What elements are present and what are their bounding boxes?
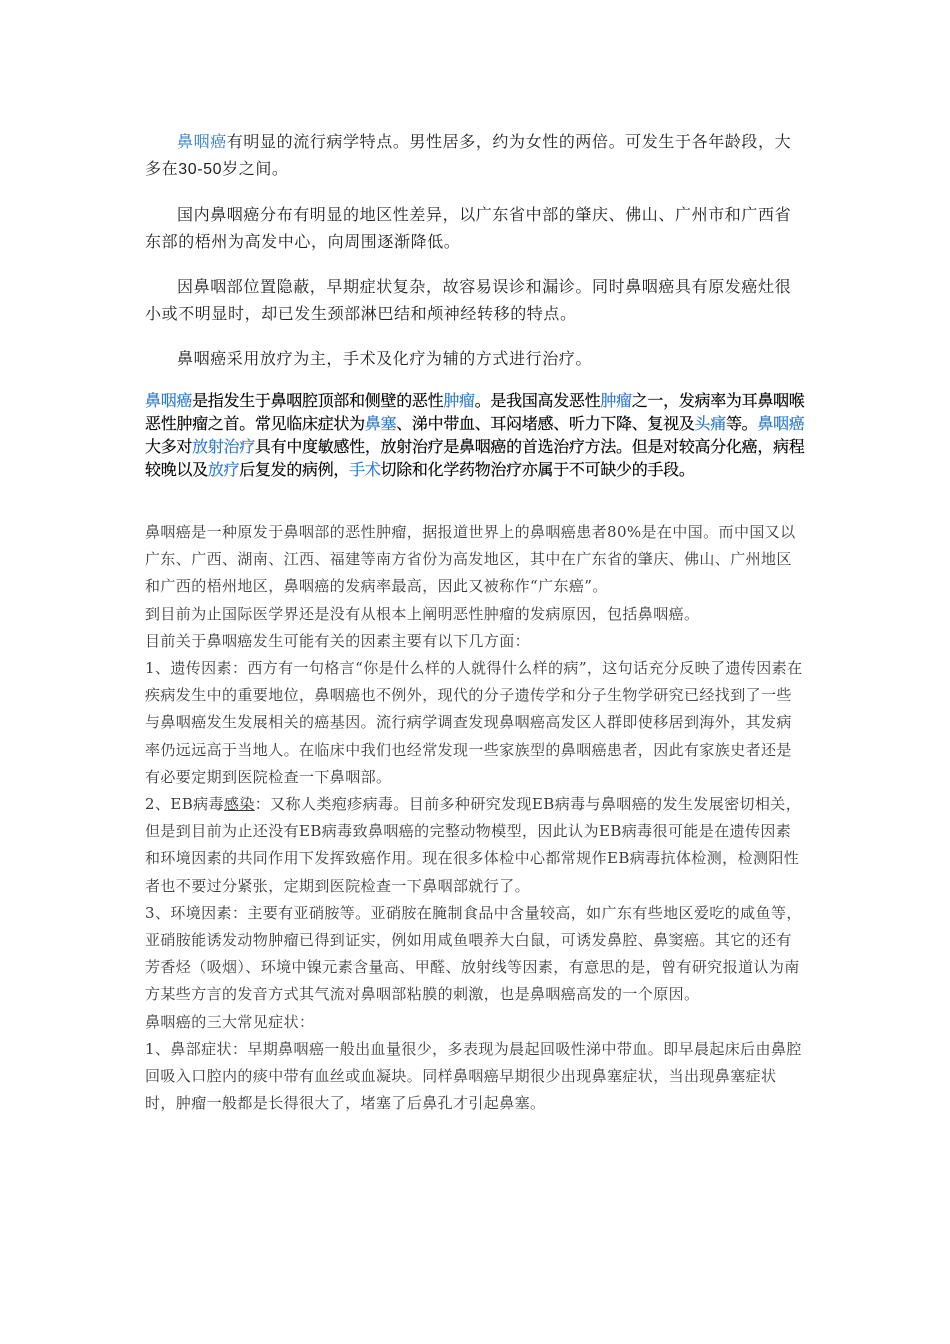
age-range: 30-50: [178, 161, 223, 178]
summary-text: 具有中度敏感性，放射治疗是鼻咽癌的首选治疗方法。但是对较高分化癌，病程较晚以及: [145, 439, 805, 479]
intro-paragraph-1: [145, 128, 805, 183]
article-paragraph: 目前关于鼻咽癌发生可能有关的因素主要有以下几方面：: [145, 631, 531, 650]
intro-paragraph-3: 因鼻咽部位置隐蔽，早期症状复杂，故容易误诊和漏诊。同时鼻咽癌具有原发癌灶很小或不明显时，却已发生颈部淋巴结和颅神经转移的特点。: [145, 277, 792, 323]
intro-section: [145, 128, 805, 390]
article-paragraph: 到目前为止国际医学界还是没有从根本上阐明恶性肿瘤的发病原因，包括鼻咽癌。: [145, 604, 700, 623]
link-headache[interactable]: 头痛: [694, 416, 726, 433]
intro-paragraph-4: 鼻咽癌采用放疗为主，手术及化疗为辅的方式进行治疗。: [177, 349, 593, 368]
link-radiotherapy[interactable]: 放射治疗: [192, 439, 255, 456]
summary-text: 大多对: [145, 439, 193, 456]
summary-text: 之一，发病率为耳鼻咽喉恶性肿瘤之首。常见临床症状为: [145, 393, 805, 433]
summary-text: 、涕中带血、耳闷堵感、听力下降、复视及: [396, 416, 695, 433]
link-nasopharyngeal-carcinoma[interactable]: 鼻咽癌: [177, 132, 227, 151]
factor-genetic: 1、遗传因素：西方有一句格言“你是什么样的人就得什么样的病”，这句话充分反映了遗传因素在疾病发生中的重要地位，鼻咽癌也不例外，现代的分子遗传学和分子生物学研究已经找到了一些与鼻咽癌发生发展相关的癌基因。流行病学调查发现鼻咽癌高发区人群即使移居到海外，其发病率仍远远高于当地人。在临床中我们也经常发现一些家族型的鼻咽癌患者，因此有家族史者还是有必要定期到医院检查一下鼻咽部。: [145, 659, 803, 786]
factor-text: ：又称人类疱疹病毒。目前多种研究发现EB病毒与鼻咽癌的发生发展密切相关，但是到目前为止还没有EB病毒致鼻咽癌的完整动物模型，因此认为EB病毒很可能是在遗传因素和环境因素的共同作用下发挥致癌作用。现在很多体检中心都常规作EB病毒抗体检测，检测阳性者也不要过分紧张，定期到医院检查一下鼻咽部就行了。: [145, 795, 802, 895]
article-paragraph: 鼻咽癌是一种原发于鼻咽部的恶性肿瘤，据报道世界上的鼻咽癌患者80%是在中国。而中国又以广东、广西、湖南、江西、福建等南方省份为高发地区，其中在广东省的肇庆、佛山、广州地区和广西的梧州地区，鼻咽癌的发病率最高，因此又被称作“广东癌”。: [145, 523, 796, 596]
summary-text: 。是我国高发恶性: [474, 393, 601, 410]
factor-eb-virus: [145, 791, 805, 900]
intro-paragraph-2: 国内鼻咽癌分布有明显的地区性差异，以广东省中部的肇庆、佛山、广州市和广西省东部的梧州为高发中心，向周围逐渐降低。: [145, 205, 792, 251]
article-section: [145, 519, 805, 1117]
symptoms-heading: 鼻咽癌的三大常见症状：: [145, 1012, 315, 1031]
intro-text: 有明显的流行病学特点。男性居多，约为女性的两倍。可发生于各年龄段，大多在: [145, 132, 792, 178]
factor-environment: 3、环境因素：主要有亚硝胺等。亚硝胺在腌制食品中含量较高，如广东有些地区爱吃的咸鱼等，亚硝胺能诱发动物肿瘤已得到证实，例如用咸鱼喂养大白鼠，可诱发鼻腔、鼻窦癌。其它的还有芳香烃（吸烟）、环境中镍元素含量高、甲醛、放射线等因素，有意思的是，曾有研究报道认为南方某些方言的发音方式其气流对鼻咽部粘膜的刺激，也是鼻咽癌高发的一个原因。: [145, 903, 802, 1004]
underlined-term: 感染: [223, 795, 255, 814]
link-radiation[interactable]: 放疗: [207, 462, 240, 479]
link-tumor[interactable]: 肿瘤: [600, 393, 632, 410]
summary-text: 是指发生于鼻咽腔顶部和侧壁的恶性: [192, 393, 444, 410]
link-tumor[interactable]: 肿瘤: [443, 393, 475, 410]
summary-text: 等。: [725, 416, 758, 433]
link-nasopharyngeal-carcinoma[interactable]: 鼻咽癌: [757, 416, 805, 433]
link-surgery[interactable]: 手术: [349, 462, 381, 479]
symptom-nasal: 1、鼻部症状：早期鼻咽癌一般出血量很少，多表现为晨起回吸性涕中带血。即早晨起床后由鼻腔回吸入口腔内的痰中带有血丝或血凝块。同样鼻咽癌早期很少出现鼻塞症状，当出现鼻塞症状时，肿瘤一般都是长得很大了，堵塞了后鼻孔才引起鼻塞。: [145, 1039, 802, 1113]
link-nasal-congestion[interactable]: 鼻塞: [364, 416, 397, 433]
link-nasopharyngeal-carcinoma[interactable]: 鼻咽癌: [145, 393, 193, 410]
intro-text: 岁之间。: [222, 159, 289, 178]
summary-text: 切除和化学药物治疗亦属于不可缺少的手段。: [380, 462, 695, 479]
summary-text: 后复发的病例，: [239, 462, 350, 479]
factor-title: 2、EB病毒: [145, 795, 224, 814]
summary-section: [145, 390, 805, 482]
